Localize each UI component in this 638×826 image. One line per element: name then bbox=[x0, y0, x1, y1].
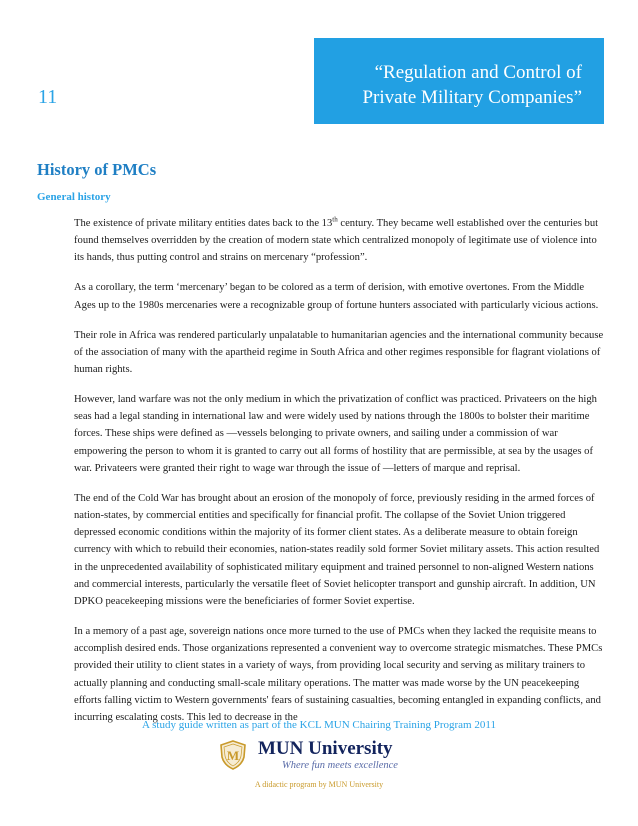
logo-emblem-letter: M bbox=[226, 748, 240, 763]
document-title-line-2: Private Military Companies” bbox=[362, 87, 582, 108]
footer-caption: A study guide written as part of the KCL MUN Chairing Training Program 2011 bbox=[142, 719, 496, 731]
page-number: 11 bbox=[38, 86, 58, 108]
footer-note: A didactic program by MUN University bbox=[254, 780, 384, 789]
logo-name: MUN University bbox=[258, 738, 393, 759]
paragraph-6: In a memory of a past age, sovereign nations once more turned to the use of PMCs when they lacked the requisite means to accomplish desired ends. Those organizations represented a convenient way to overcome strategic mismatches. These PMCs provided their utility to client states in a variety of ways, from providing local security and serving as military trainers to actually planning and conducting small-scale military operations. The matter was made worse by the UN peacekeeping efforts falling victim to Western governments' fears of sustaining casualties, becoming entangled in expanding conflicts, and incurring escalating costs. This led to decrease in the bbox=[74, 626, 603, 724]
paragraph-1 bbox=[74, 215, 606, 267]
header-banner bbox=[314, 38, 604, 124]
logo-tagline: Where fun meets excellence bbox=[282, 760, 398, 771]
paragraph-1-start: The existence of private military entities dates back to the 13 bbox=[74, 218, 333, 229]
subsection-title: General history bbox=[37, 191, 111, 203]
body-text bbox=[74, 215, 606, 739]
document-title bbox=[312, 60, 582, 110]
document-title-line-1: “Regulation and Control of bbox=[374, 62, 582, 83]
paragraph-3: Their role in Africa was rendered particularly unpalatable to humanitarian agencies and the international community because of the association of many with the apartheid regime in South Africa and other regimes responsible for flagrant violations of human rights. bbox=[74, 329, 604, 376]
paragraph-4: However, land warfare was not the only medium in which the privatization of conflict was practiced. Privateers on the high seas had a legal standing in international law and were widely used by nations through the 1800s to bolster their maritime forces. These ships were defined as —vessels belonging to private owners, and sailing under a commission of war empowering the person to whom it is granted to carry out all forms of hostility that are permissible, at sea by the usages of war. Privateers were granted their right to wage war through the issue of —letters of marque and reprisal. bbox=[74, 394, 597, 474]
shield-emblem-icon bbox=[218, 740, 248, 770]
paragraph-5: The end of the Cold War has brought about an erosion of the monopoly of force, previously residing in the armed forces of nation-states, by commercial entities and specifically for financial profit. The collapse of the Soviet Union triggered depressed economic conditions within the majority of its former client states. As a deliberate measure to obtain foreign currency with which to rebuild their economies, nation-states readily sold former Soviet military assets. This action resulted in the unprecedented availability of sophisticated military equipment and trained personnel to non-aligned Western nations and commercial interests, particularly the versatile fleet of Soviet helicopter transport and gunship aircraft. In addition, UN DPKO peacekeeping missions were the beneficiaries of former Soviet expertise. bbox=[74, 492, 600, 608]
section-title: History of PMCs bbox=[37, 160, 157, 179]
paragraph-1-rest: century. They became well established over the centuries but found themselves overridden by the creation of modern state which centralized monopoly of legitimate use of violence into its hands, thus putting control and strains on mercenary “profession”. bbox=[74, 218, 599, 264]
ordinal-suffix: th bbox=[332, 215, 338, 224]
mun-university-logo bbox=[218, 740, 428, 774]
paragraph-2: As a corollary, the term ‘mercenary’ began to be colored as a term of derision, with emotive overtones. From the Middle Ages up to the 1980s mercenaries were a recognizable group of fortune hunters associated with particularly vicious actions. bbox=[74, 282, 599, 311]
